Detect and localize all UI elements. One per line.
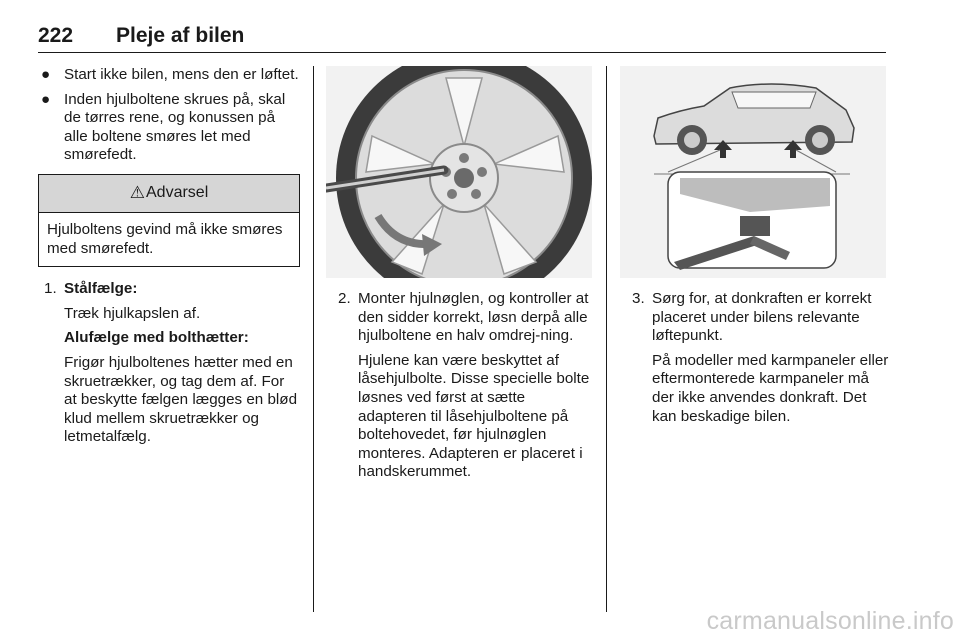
- step-number: 1.: [44, 280, 57, 298]
- wheel-wrench-illustration: [326, 66, 592, 278]
- chapter-title: Pleje af bilen: [116, 24, 245, 47]
- step-number: 2.: [338, 290, 351, 307]
- bullet-dot-icon: ●: [41, 90, 51, 108]
- wheel-illustration-svg: [326, 66, 592, 278]
- bullet-text: Inden hjulboltene skrues på, skal de tørres rene, og konussen på alle boltene smøres let med smørefedt.: [64, 90, 286, 164]
- bullet-dot-icon: ●: [41, 66, 51, 83]
- warning-title: Advarsel: [146, 184, 209, 202]
- page-header: [38, 22, 886, 53]
- car-jack-svg: [620, 66, 886, 278]
- bullet-text: Start ikke bilen, mens den er løftet.: [64, 66, 299, 83]
- step-paragraph: Sørg for, at donkraften er korrekt placeret under bilens relevante løftepunkt.: [652, 290, 872, 345]
- site-watermark: carmanualsonline.info: [706, 607, 954, 635]
- bullet-item: [38, 91, 300, 165]
- step-subheading: Alufælge med bolthætter:: [64, 329, 249, 347]
- step-1: [38, 280, 300, 447]
- step-paragraph: På modeller med karmpaneler eller eftermonterede karmpaneler må der ikke anvendes donkraft. Det kan beskadige bilen.: [652, 351, 889, 425]
- step-3: [626, 290, 890, 426]
- warning-text: Hjulboltens gevind må ikke smøres med smørefedt.: [47, 220, 283, 257]
- page-number: 222: [38, 24, 74, 47]
- bullet-item: [38, 66, 300, 85]
- step-number: 3.: [632, 290, 645, 307]
- warning-triangle-icon: ⚠: [129, 183, 145, 203]
- column-1: [38, 66, 300, 453]
- column-divider-2: [606, 66, 607, 612]
- step-paragraph: Hjulene kan være beskyttet af låsehjulbolte. Disse specielle bolte løsnes ved først at sætte adapteren til låsehjulboltene på boltehovedet, før hjulnøglen monteres. Adapteren er placeret i handskerummet.: [358, 351, 590, 481]
- warning-header: [39, 175, 299, 213]
- column-2: [332, 290, 596, 488]
- column-divider-1: [313, 66, 314, 612]
- warning-box: [38, 174, 300, 267]
- column-3: [626, 290, 890, 432]
- car-jack-points-illustration: [620, 66, 886, 278]
- step-2: [332, 290, 596, 482]
- step-paragraph: Træk hjulkapslen af.: [64, 304, 201, 322]
- step-heading: Stålfælge:: [64, 280, 138, 298]
- step-paragraph: Monter hjulnøglen, og kontroller at den sidder korrekt, løsn derpå alle hjulboltene en halv omdrej-ning.: [358, 290, 589, 345]
- step-paragraph: Frigør hjulboltenes hætter med en skruetrækker, og tag dem af. For at beskytte fælgen lægges en blød klud mellem skruetrækker og letmetalfælg.: [64, 353, 298, 446]
